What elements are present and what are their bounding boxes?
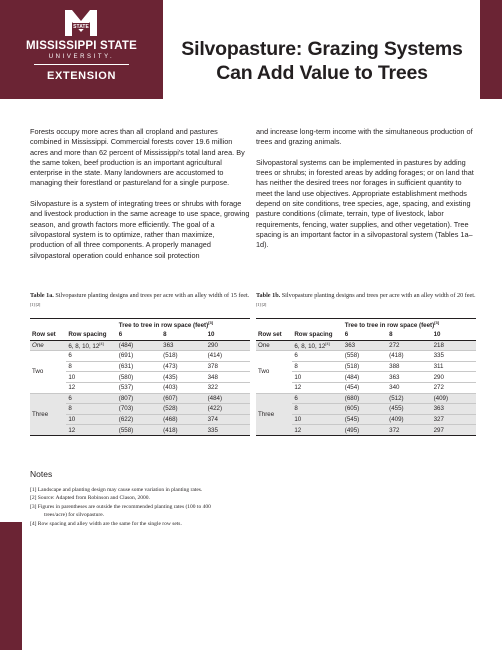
cell: 388 xyxy=(387,361,431,372)
svg-text:STATE: STATE xyxy=(73,24,89,31)
cell: (495) xyxy=(343,425,387,436)
cell: (680) xyxy=(343,393,387,404)
table-row xyxy=(256,351,476,362)
cell: 8 xyxy=(292,404,342,415)
cell: 297 xyxy=(432,425,476,436)
body-column-left xyxy=(30,127,250,271)
column-header: Row set xyxy=(256,330,292,341)
caption-footnote-ref: [1] [2] xyxy=(256,301,267,307)
column-header: 10 xyxy=(432,330,476,341)
cell: (473) xyxy=(161,361,205,372)
cell: 272 xyxy=(432,382,476,393)
cell: 272 xyxy=(387,340,431,351)
cell: (403) xyxy=(161,382,205,393)
column-header: 8 xyxy=(387,330,431,341)
cell: 8 xyxy=(66,404,116,415)
cell: 374 xyxy=(206,414,250,425)
cell: (807) xyxy=(117,393,161,404)
cell: (691) xyxy=(117,351,161,362)
cell: (455) xyxy=(387,404,431,415)
caption-footnote-ref: [1] [2] xyxy=(30,301,41,307)
paragraph: Forests occupy more acres than all cropland and pastures combined in Mississippi. Commercial forests cover 19.6 million acres and more than 62 percent of Mississippi's total land area. By the same token, beef production is an important agricultural enterprise in the state. Many landowners are accustomed to managing their forestland or pastureland for a single purpose. xyxy=(30,127,245,188)
cell: 340 xyxy=(387,382,431,393)
cell: 363 xyxy=(387,372,431,383)
caption-text: Silvopasture planting designs and trees per acre with an alley width of 15 feet. xyxy=(53,292,250,299)
cell: 10 xyxy=(66,414,116,425)
cell: 290 xyxy=(206,340,250,351)
caption-text: Silvopasture planting designs and trees per acre with an alley width of 20 feet. xyxy=(280,292,476,299)
title-line-2: Can Add Value to Trees xyxy=(216,62,428,84)
cell: 8 xyxy=(292,361,342,372)
column-header: Row spacing xyxy=(66,330,116,341)
cell: (605) xyxy=(343,404,387,415)
cell: (537) xyxy=(117,382,161,393)
cell: (622) xyxy=(117,414,161,425)
note-item: [1] Landscape and planting design may cause some variation in planting rates. xyxy=(30,487,203,493)
table-row xyxy=(256,340,476,351)
cell: (484) xyxy=(343,372,387,383)
table-1a-caption xyxy=(30,292,250,312)
row-set-cell: Two xyxy=(256,351,292,393)
row-set-cell: Three xyxy=(256,393,292,435)
cell: 6 xyxy=(66,351,116,362)
note-item: trees/acre) for silvopasture. xyxy=(44,512,105,519)
title-line-1: Silvopasture: Grazing Systems xyxy=(181,38,463,60)
paragraph: and increase long-term income with the simultaneous production of trees and grazing animals. xyxy=(256,127,473,147)
logo-university-name: MISSISSIPPI STATE xyxy=(26,40,137,52)
cell: (454) xyxy=(343,382,387,393)
cell: (435) xyxy=(161,372,205,383)
extension-logo[interactable] xyxy=(0,0,163,99)
cell: (518) xyxy=(343,361,387,372)
cell: 6 xyxy=(292,393,342,404)
note-item: [4] Row spacing and alley width are the same for the single row sets. xyxy=(30,520,182,527)
paragraph: Silvopastoral systems can be implemented in pastures by adding trees or shrubs; in forested areas by adding forages; or on land that has neither the desired trees nor forages in sufficient quantity to meet the land use objectives. Appropriate establishment methods depend on site conditions, tree species, age, spacing, and existing pasture conditions (climate, terrain, type of livestock, labor requirements, fencing, water supplies, and other vegetation). Tree spacing is an important factor in a silvopastoral system (Tables 1a–1d). xyxy=(256,157,474,250)
cell: (418) xyxy=(387,351,431,362)
cell: 6, 8, 10, 12[4] xyxy=(66,340,116,351)
cell: 6, 8, 10, 12[4] xyxy=(292,340,342,351)
cell: (607) xyxy=(161,393,205,404)
cell: 6 xyxy=(66,393,116,404)
cell: 378 xyxy=(206,361,250,372)
cell: 348 xyxy=(206,372,250,383)
table-1a xyxy=(30,318,250,436)
paragraph: Silvopasture is a system of integrating trees or shrubs with forage and livestock production in the same acreage to use space, growing season, and growth factors more efficiently. The goal of a silvopastoral system is to optimize, rather than maximize, production of all three components. A properly managed silvopastoral operation could enhance soil protection xyxy=(30,199,250,260)
cell: 335 xyxy=(432,351,476,362)
column-header: Row spacing xyxy=(292,330,342,341)
column-header: 6 xyxy=(343,330,387,341)
column-header: 8 xyxy=(161,330,205,341)
cell: 12 xyxy=(66,425,116,436)
cell: 12 xyxy=(292,382,342,393)
cell: 12 xyxy=(292,425,342,436)
cell: (558) xyxy=(117,425,161,436)
table-label: Table 1a. xyxy=(30,292,54,299)
cell: 8 xyxy=(66,361,116,372)
table-1b-caption xyxy=(256,292,476,312)
cell: 10 xyxy=(292,414,342,425)
table-1b xyxy=(256,318,476,436)
table-row xyxy=(256,393,476,404)
cell: (422) xyxy=(206,404,250,415)
column-header: Row set xyxy=(30,330,66,341)
row-set-cell: Two xyxy=(30,351,66,393)
notes-list xyxy=(30,486,330,528)
cell: (631) xyxy=(117,361,161,372)
footer-accent-bar xyxy=(0,522,22,650)
cell: 327 xyxy=(432,414,476,425)
column-header: 6 xyxy=(117,330,161,341)
row-set-cell: One xyxy=(256,340,292,351)
cell: (545) xyxy=(343,414,387,425)
page-title xyxy=(166,37,478,85)
notes-heading: Notes xyxy=(30,469,53,479)
msu-emblem-icon xyxy=(63,8,99,38)
table-row xyxy=(30,393,250,404)
cell: 290 xyxy=(432,372,476,383)
cell: (484) xyxy=(117,340,161,351)
row-set-cell: One xyxy=(30,340,66,351)
cell: (703) xyxy=(117,404,161,415)
cell: (512) xyxy=(387,393,431,404)
group-header: Tree to tree in row space (feet)[3] xyxy=(117,319,250,330)
cell: (409) xyxy=(432,393,476,404)
group-header: Tree to tree in row space (feet)[3] xyxy=(343,319,476,330)
cell: 12 xyxy=(66,382,116,393)
table-label: Table 1b. xyxy=(256,292,281,299)
cell: 363 xyxy=(432,404,476,415)
body-column-right xyxy=(256,127,476,261)
cell: (580) xyxy=(117,372,161,383)
cell: 372 xyxy=(387,425,431,436)
cell: (558) xyxy=(343,351,387,362)
cell: (528) xyxy=(161,404,205,415)
note-item: [2] Source: Adapted from Robinson and Clason, 2000. xyxy=(30,495,150,502)
cell: (484) xyxy=(206,393,250,404)
cell: 363 xyxy=(343,340,387,351)
cell: (518) xyxy=(161,351,205,362)
cell: (468) xyxy=(161,414,205,425)
cell: 322 xyxy=(206,382,250,393)
cell: (409) xyxy=(387,414,431,425)
cell: 335 xyxy=(206,425,250,436)
logo-university-label: UNIVERSITY. xyxy=(48,54,115,60)
logo-extension-label: EXTENSION xyxy=(47,70,116,82)
note-item: [3] Figures in parentheses are outside the recommended planting rates (100 to 400 xyxy=(30,503,211,510)
logo-divider xyxy=(34,64,129,65)
table-row xyxy=(30,351,250,362)
row-set-cell: Three xyxy=(30,393,66,435)
column-header: 10 xyxy=(206,330,250,341)
header-accent-bar xyxy=(480,0,502,99)
cell: (414) xyxy=(206,351,250,362)
cell: 311 xyxy=(432,361,476,372)
cell: 6 xyxy=(292,351,342,362)
table-row xyxy=(30,340,250,351)
cell: (418) xyxy=(161,425,205,436)
cell: 363 xyxy=(161,340,205,351)
cell: 10 xyxy=(292,372,342,383)
cell: 10 xyxy=(66,372,116,383)
cell: 218 xyxy=(432,340,476,351)
